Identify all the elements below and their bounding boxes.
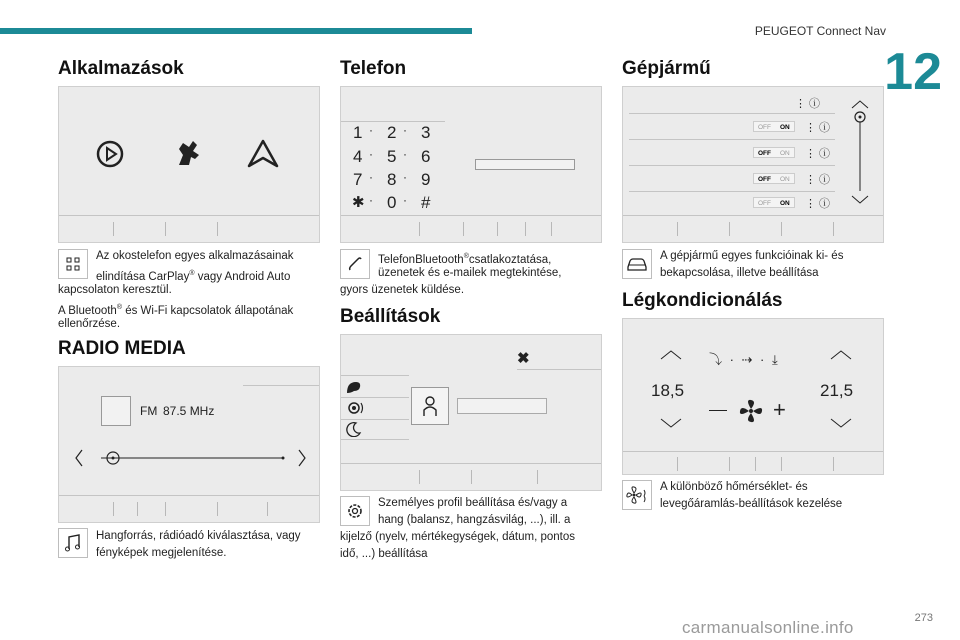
key-1: 1 — [353, 123, 363, 142]
key-9: 9 — [421, 170, 431, 189]
chevron-left-icon — [76, 450, 82, 466]
settings-divider — [341, 463, 601, 464]
temp-right: 21,5 — [820, 381, 854, 400]
radio-title: RADIO MEDIA — [58, 338, 186, 359]
airflow-mode-icons[interactable]: ⤵ · ⇢ · ⤓ — [709, 352, 780, 367]
settings-desc-4: idő, ...) beállítása — [340, 548, 428, 560]
header-accent-bar — [0, 28, 472, 34]
profile-name-field[interactable] — [457, 398, 547, 414]
climate-tick — [833, 457, 834, 471]
fan-icon — [737, 397, 765, 425]
temp-right-up-icon[interactable] — [829, 349, 853, 361]
radio-desc-1: Hangforrás, rádióadó kiválasztása, vagy — [96, 530, 301, 542]
climate-screen — [622, 318, 884, 475]
phone-handset-icon — [340, 249, 370, 279]
radio-tuner-slider[interactable] — [73, 447, 307, 469]
apps-desc-2: elindítása CarPlay® vagy Android Auto — [96, 270, 291, 283]
info-icon[interactable]: ⋮ ⓘ — [805, 122, 831, 134]
phone-divider — [341, 215, 601, 216]
android-auto-icon — [247, 139, 279, 169]
apps-desc-5: ellenőrzése. — [58, 318, 121, 330]
phone-desc-3: gyors üzenetek küldése. — [340, 284, 465, 296]
profile-icon — [412, 388, 448, 424]
apps-desc-3: kapcsolaton keresztül. — [58, 284, 172, 296]
phone-desc-2: üzenetek és e-mailek megtekintése, — [378, 267, 562, 279]
climate-title: Légkondicionálás — [622, 290, 783, 311]
radio-artwork — [101, 396, 131, 426]
settings-title: Beállítások — [340, 306, 441, 327]
fan-increase-icon[interactable]: + — [773, 397, 786, 422]
settings-screen — [340, 334, 602, 491]
climate-fan-icon — [622, 480, 652, 510]
settings-tick — [419, 470, 420, 484]
vehicle-tick — [781, 222, 782, 236]
temp-right-down-icon[interactable] — [829, 417, 853, 429]
settings-line — [341, 439, 409, 440]
profile-tile[interactable] — [411, 387, 449, 425]
settings-line — [341, 397, 409, 398]
vehicle-row-more[interactable]: ⋮ ⓘ — [795, 98, 821, 110]
radio-desc-2: fényképek megjelenítése. — [96, 547, 227, 559]
apps-tick — [113, 222, 114, 236]
apps-tick — [217, 222, 218, 236]
vehicle-tick — [677, 222, 678, 236]
vehicle-desc-1: A gépjármű egyes funkcióinak ki- és — [660, 250, 844, 262]
info-icon[interactable]: ⋮ ⓘ — [805, 198, 831, 210]
radio-band: FM — [140, 404, 158, 418]
vehicle-scrollbar[interactable] — [849, 99, 871, 205]
radio-screen — [58, 366, 320, 523]
vehicle-desc-2: bekapcsolása, illetve beállítása — [660, 267, 819, 279]
apps-tick — [165, 222, 166, 236]
moon-icon[interactable] — [346, 421, 362, 437]
info-icon[interactable]: ⋮ ⓘ — [805, 148, 831, 160]
apps-desc-1: Az okostelefon egyes alkalmazásainak — [96, 250, 294, 262]
info-icon[interactable]: ⋮ ⓘ — [805, 174, 831, 186]
climate-divider — [623, 451, 883, 452]
radio-tick — [217, 502, 218, 516]
chevron-right-icon — [299, 450, 305, 466]
vehicle-row-line — [629, 139, 835, 140]
settings-gear-icon — [340, 496, 370, 526]
settings-tick — [537, 470, 538, 484]
settings-desc-3: kijelző (nyelv, mértékegységek, dátum, pontos — [340, 531, 576, 543]
chevron-up-icon — [852, 101, 868, 108]
asterisk-key: ✱ — [352, 194, 365, 211]
radio-tick — [165, 502, 166, 516]
climate-desc-2: levegőáramlás-beállítások kezelése — [660, 498, 843, 510]
settings-topline — [517, 369, 601, 370]
music-note-icon — [58, 528, 88, 558]
key-hash: # — [421, 193, 431, 212]
temp-left-up-icon[interactable] — [659, 349, 683, 361]
fan-decrease-icon[interactable] — [709, 410, 727, 411]
vehicle-row-line — [629, 113, 835, 114]
phone-tick — [497, 222, 498, 236]
car-icon — [622, 249, 652, 279]
vehicle-row-line — [629, 165, 835, 166]
vehicle-screen — [622, 86, 884, 243]
header-product: PEUGEOT Connect Nav — [754, 24, 886, 38]
key-5: 5 — [387, 147, 397, 166]
settings-desc-2: hang (balansz, hangzásvilág, ...), ill. a — [378, 514, 571, 526]
chapter-number: 12 — [884, 43, 942, 101]
phone-number-field[interactable] — [475, 159, 575, 170]
vehicle-toggle-2[interactable]: OFF ON — [753, 147, 795, 158]
phone-tick — [419, 222, 420, 236]
apps-screen — [58, 86, 320, 243]
key-0: 0 — [387, 193, 397, 212]
vehicle-title: Gépjármű — [622, 58, 711, 79]
radio-tick — [267, 502, 268, 516]
phone-tick — [525, 222, 526, 236]
phone-desc-1: TelefonBluetooth®csatlakoztatása, — [378, 253, 552, 266]
settings-line — [341, 419, 409, 420]
settings-tick — [471, 470, 472, 484]
climate-desc-1: A különböző hőmérséklet- és — [660, 481, 808, 493]
apps-desc-4: A Bluetooth® és Wi-Fi kapcsolatok állapotának — [58, 304, 294, 317]
vehicle-row-line — [629, 191, 835, 192]
key-6: 6 — [421, 147, 431, 166]
apps-title: Alkalmazások — [58, 58, 184, 79]
vehicle-toggle-3[interactable]: OFF ON — [753, 173, 795, 184]
vehicle-toggle-4[interactable]: OFF ON — [753, 197, 795, 208]
watermark: carmanualsonline.info — [682, 618, 854, 637]
radio-divider — [59, 495, 319, 496]
gear-sound-icon[interactable] — [345, 399, 367, 417]
key-4: 4 — [353, 147, 363, 166]
climate-tick — [781, 457, 782, 471]
phone-tick — [463, 222, 464, 236]
radio-tick — [137, 502, 138, 516]
peugeot-lion-icon — [171, 137, 205, 171]
carplay-icon — [95, 139, 125, 169]
radio-topline — [243, 385, 319, 386]
settings-line — [341, 375, 409, 376]
key-7: 7 — [353, 170, 363, 189]
settings-desc-1: Személyes profil beállítása és/vagy a — [378, 497, 568, 509]
vehicle-toggle-1[interactable]: OFF ON — [753, 121, 795, 132]
temp-left-down-icon[interactable] — [659, 417, 683, 429]
radio-tick — [113, 502, 114, 516]
phone-tick — [551, 222, 552, 236]
apps-menu-icon — [58, 249, 88, 279]
apps-divider — [59, 215, 319, 216]
chevron-down-icon — [852, 196, 868, 203]
close-icon[interactable]: ✖ — [517, 350, 530, 367]
radio-frequency: 87.5 MHz — [163, 404, 215, 418]
temp-left: 18,5 — [651, 381, 685, 400]
phone-title: Telefon — [340, 58, 407, 79]
key-3: 3 — [421, 123, 431, 142]
vehicle-tick — [729, 222, 730, 236]
vehicle-tick — [833, 222, 834, 236]
climate-tick — [729, 457, 730, 471]
key-8: 8 — [387, 170, 397, 189]
vehicle-divider — [623, 215, 883, 216]
phone-keypad[interactable]: 1 · 2 · 3 4 · 5 · 6 7 · 8 · 9 ✱ · 0 · # — [352, 123, 431, 212]
climate-tick — [755, 457, 756, 471]
phone-screen — [340, 86, 602, 243]
climate-tick — [677, 457, 678, 471]
palette-icon[interactable] — [345, 379, 363, 395]
key-2: 2 — [387, 123, 397, 142]
page-number: 273 — [914, 612, 933, 624]
